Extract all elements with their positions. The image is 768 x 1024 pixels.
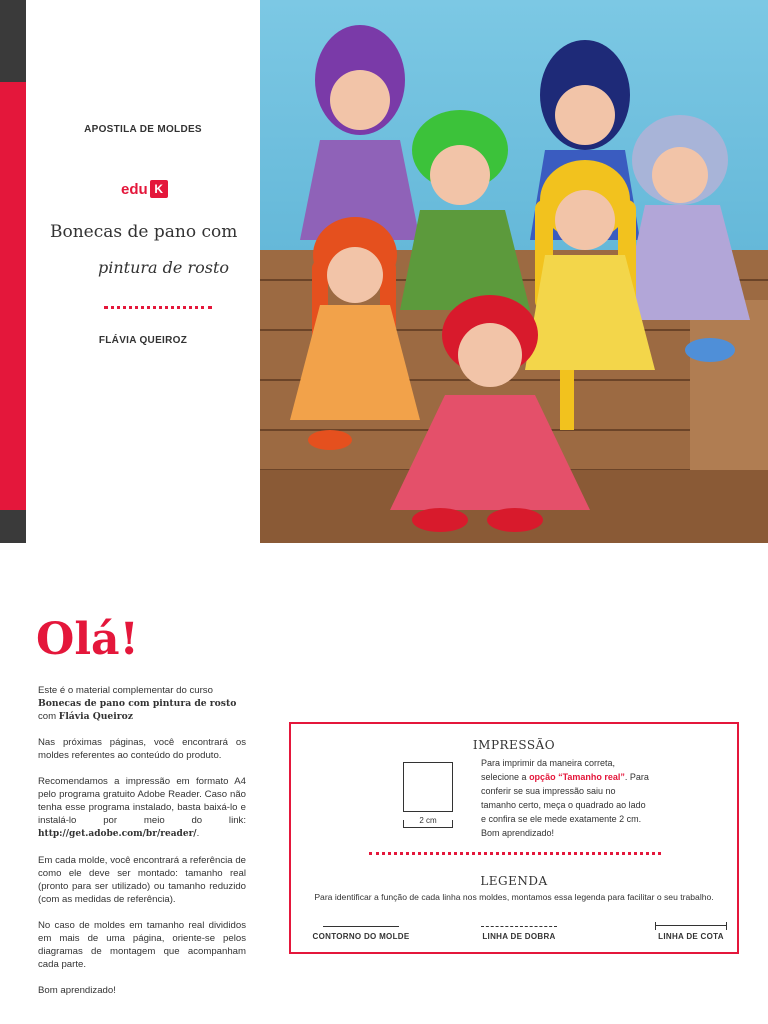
intro-paragraph-3 — [38, 775, 246, 841]
legend-dobra: LINHA DE DOBRA — [482, 932, 556, 941]
imp-highlight: opção “Tamanho real” — [529, 772, 625, 782]
cover-subtitle: APOSTILA DE MOLDES — [84, 124, 202, 135]
intro-text — [38, 684, 246, 1010]
impressao-text — [481, 756, 651, 840]
dotted-divider — [104, 306, 212, 309]
intro-p3-text: Recomendamos a impressão em formato A4 pelo programa gratuito Adobe Reader. Caso não tenha esse programa instalado, basta baixá-lo e instalá-lo por meio do link: — [38, 776, 246, 826]
intro-p3-end: . — [196, 828, 200, 839]
imp-text-3: Bom aprendizado! — [481, 828, 555, 838]
cover-author: FLÁVIA QUEIROZ — [98, 335, 188, 346]
measure-label: 2 cm — [419, 816, 437, 825]
intro-heading: Olá! — [36, 614, 139, 665]
left-bar-red — [0, 82, 26, 510]
adobe-reader-link[interactable]: http://get.adobe.com/br/reader/ — [38, 829, 197, 839]
edu-k-logo — [121, 180, 168, 198]
intro-author-name: Flávia Queiroz — [58, 711, 133, 722]
dobra-line-sample — [481, 926, 557, 927]
legend-contorno: CONTORNO DO MOLDE — [312, 932, 410, 941]
legenda-title: LEGENDA — [480, 874, 548, 888]
logo-k-icon: K — [150, 180, 168, 198]
dolls-photo — [260, 0, 768, 543]
left-bar-dark-top — [0, 0, 26, 82]
box-dotted-divider — [369, 852, 661, 855]
cover-block — [26, 0, 260, 543]
logo-text: edu — [121, 180, 148, 198]
impressao-title: IMPRESSÃO — [472, 738, 556, 752]
cover-title-line1: Bonecas de pano com — [50, 222, 238, 242]
intro-paragraph-2: Nas próximas páginas, você encontrará os moldes referentes ao conteúdo do produto. — [38, 737, 246, 761]
dolls-illustration — [260, 0, 768, 543]
reference-square — [403, 762, 453, 812]
left-bar-dark-bottom — [0, 510, 26, 543]
cover-title-line2: pintura de rosto — [98, 258, 230, 277]
intro-paragraph-4: Em cada molde, você encontrará a referência de como ele deve ser montado: tamanho real (pronto para ser utilizado) ou tamanho reduzido (com as medidas de referência). — [38, 855, 246, 905]
intro-paragraph-6: Bom aprendizado! — [38, 985, 116, 996]
imp-text-1: Para imprimir da maneira correta, selecione a — [481, 758, 616, 782]
course-name: Bonecas de pano com pintura de rosto — [38, 698, 237, 709]
intro-p1-text: Este é o material complementar do curso — [38, 685, 213, 696]
intro-p1-with: com — [38, 711, 57, 722]
legend-cota: LINHA DE COTA — [658, 932, 724, 941]
intro-paragraph-5: No caso de moldes em tamanho real divididos em mais de uma página, oriente-se pelos diagramas de montagem que acompanham cada parte. — [38, 920, 246, 970]
print-instructions-box — [289, 722, 739, 954]
imp-text-2: . Para conferir se sua impressão saiu no tamanho certo, meça o quadrado ao lado e confira se ele mede exatamente 2 cm. — [481, 772, 649, 824]
cota-line-sample — [655, 922, 727, 930]
legenda-description: Para identificar a função de cada linha nos moldes, montamos essa legenda para facilitar o seu trabalho. — [314, 892, 714, 902]
contorno-line-sample — [323, 926, 399, 927]
intro-paragraph-1 — [38, 684, 246, 723]
